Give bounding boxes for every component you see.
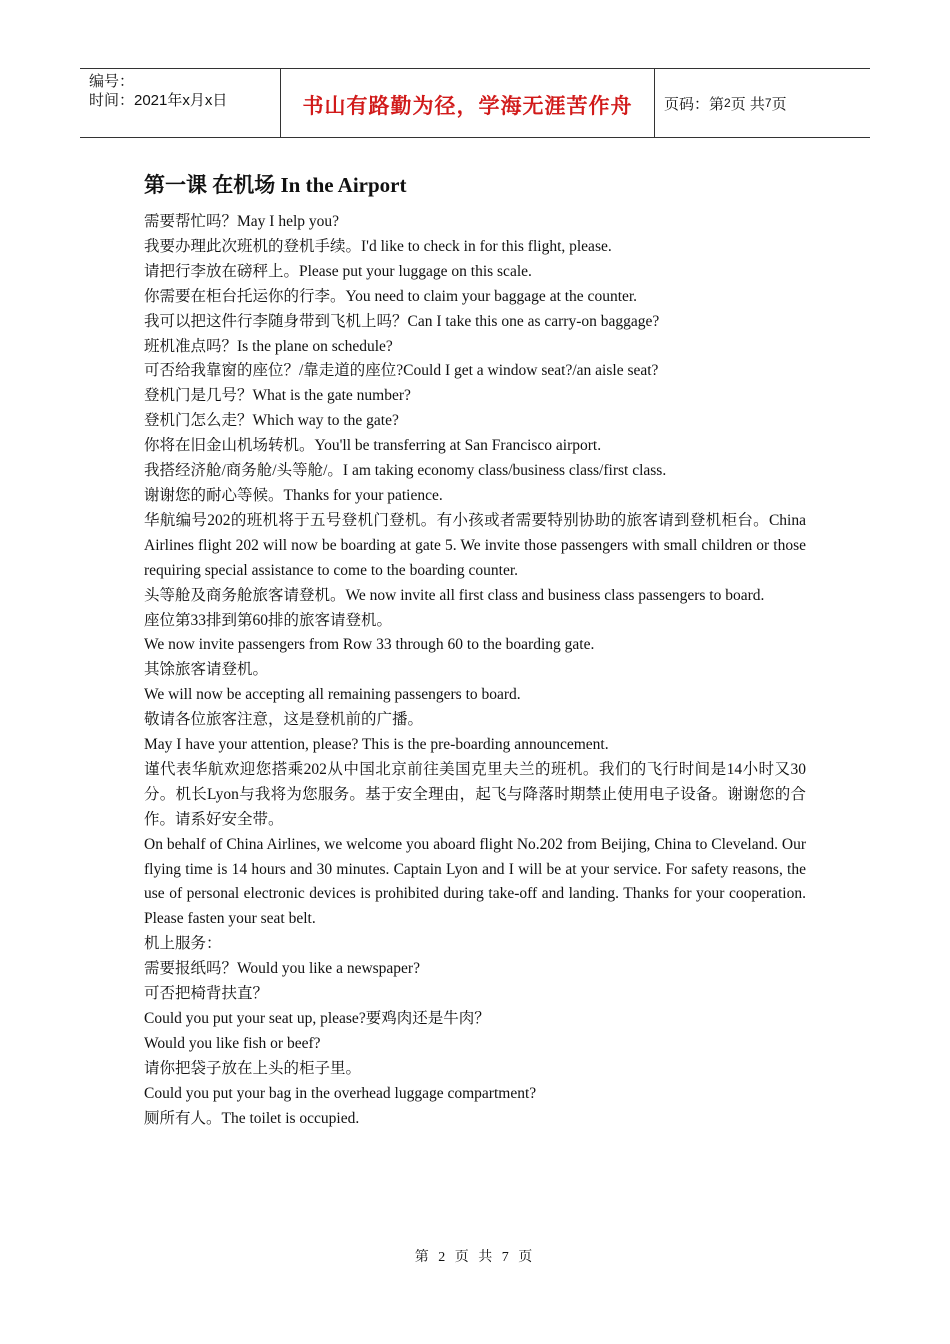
lesson-title: 第一课 在机场 In the Airport — [144, 173, 407, 197]
phrase-line: Would you like fish or beef? — [144, 1034, 321, 1052]
page-footer: 第 2 页 共 7 页 — [414, 1250, 536, 1265]
header-table — [80, 68, 870, 138]
phrase-line: 座位第33排到第60排的旅客请登机。 — [144, 611, 393, 629]
phrase-line: 需要报纸吗？Would you like a newspaper? — [144, 960, 420, 978]
phrase-line: May I have your attention, please? This is the pre-boarding announcement. — [144, 736, 609, 754]
welcome-english-paragraph: On behalf of China Airlines, we welcome you aboard flight No.202 from Beijing, China to Cleveland. Our flying time is 14 hours and 30 minutes. Captain Lyon and I will be at your service. For safety reasons, the use of personal electronic devices is prohibited during take-off and landing. Thanks for your cooperation. Please fasten your seat belt. — [144, 835, 806, 928]
phrase-line: 你需要在柜台托运你的行李。You need to claim your baggage at the counter. — [144, 287, 638, 305]
first-class-boarding-paragraph: 头等舱及商务舱旅客请登机。We now invite all first class and business class passengers to board. — [144, 586, 765, 604]
phrase-line: We now invite passengers from Row 33 through 60 to the boarding gate. — [144, 636, 595, 654]
phrase-line: 可否给我靠窗的座位？/靠走道的座位?Could I get a window seat?/an aisle seat? — [144, 362, 659, 380]
phrase-line: 敬请各位旅客注意，这是登机前的广播。 — [144, 711, 424, 729]
page-suffix: 页 — [771, 95, 787, 113]
phrase-line: 可否把椅背扶直？ — [144, 985, 269, 1003]
page-current: 2 — [724, 96, 731, 110]
header-page-cell — [655, 69, 870, 137]
phrase-line: 机上服务： — [144, 935, 222, 953]
document-body — [144, 170, 806, 1132]
phrase-line: We will now be accepting all remaining passengers to board. — [144, 686, 521, 704]
phrase-line: Could you put your bag in the overhead luggage compartment? — [144, 1084, 537, 1102]
phrase-line: 登机门怎么走？Which way to the gate? — [144, 412, 399, 430]
phrase-line: 其馀旅客请登机。 — [144, 661, 269, 679]
header-meta-cell — [80, 69, 281, 137]
document-date: 时间：2021年x月x日 — [89, 92, 228, 109]
phrase-line: 我搭经济舱/商务舱/头等舱/。I am taking economy class/business class/first class. — [144, 462, 667, 480]
phrase-line: 你将在旧金山机场转机。You'll be transferring at San Francisco airport. — [144, 437, 602, 455]
phrase-line: 谢谢您的耐心等候。Thanks for your patience. — [144, 486, 443, 504]
phrase-line: 我要办理此次班机的登机手续。I'd like to check in for this flight, please. — [144, 237, 612, 255]
boarding-announcement-paragraph: 华航编号202的班机将于五号登机门登机。有小孩或者需要特别协助的旅客请到登机柜台。China Airlines flight 202 will now be boarding at gate 5. We invite those passengers with small children or those requiring special assistance to come to the boarding counter. — [144, 511, 806, 579]
document-number-label: 编号： — [89, 73, 135, 90]
phrase-line: 我可以把这件行李随身带到飞机上吗？Can I take this one as carry-on baggage? — [144, 312, 660, 330]
phrase-line: Could you put your seat up, please?要鸡肉还是牛肉？ — [144, 1010, 490, 1027]
phrase-line: 班机准点吗？Is the plane on schedule? — [144, 337, 393, 355]
phrase-line: 登机门是几号？What is the gate number? — [144, 387, 411, 405]
page-total: 7 — [764, 96, 772, 110]
welcome-chinese-paragraph: 谨代表华航欢迎您搭乘202从中国北京前往美国克里夫兰的班机。我们的飞行时间是14小时又30分。机长Lyon与我将为您服务。基于安全理由，起飞与降落时期禁止使用电子设备。谢谢您的合作。请系好安全带。 — [144, 760, 806, 828]
phrase-line: 厕所有人。The toilet is occupied. — [144, 1109, 360, 1127]
header-motto-cell — [281, 69, 655, 137]
phrase-line: 请你把袋子放在上头的柜子里。 — [144, 1059, 362, 1077]
phrase-line: 请把行李放在磅秤上。Please put your luggage on this scale. — [144, 262, 532, 280]
page-mid: 页 共 — [730, 95, 765, 113]
page-prefix: 页码：第 — [664, 95, 725, 113]
phrase-line: 需要帮忙吗？May I help you? — [144, 213, 340, 230]
motto: 书山有路勤为径，学海无涯苦作舟 — [302, 94, 633, 118]
